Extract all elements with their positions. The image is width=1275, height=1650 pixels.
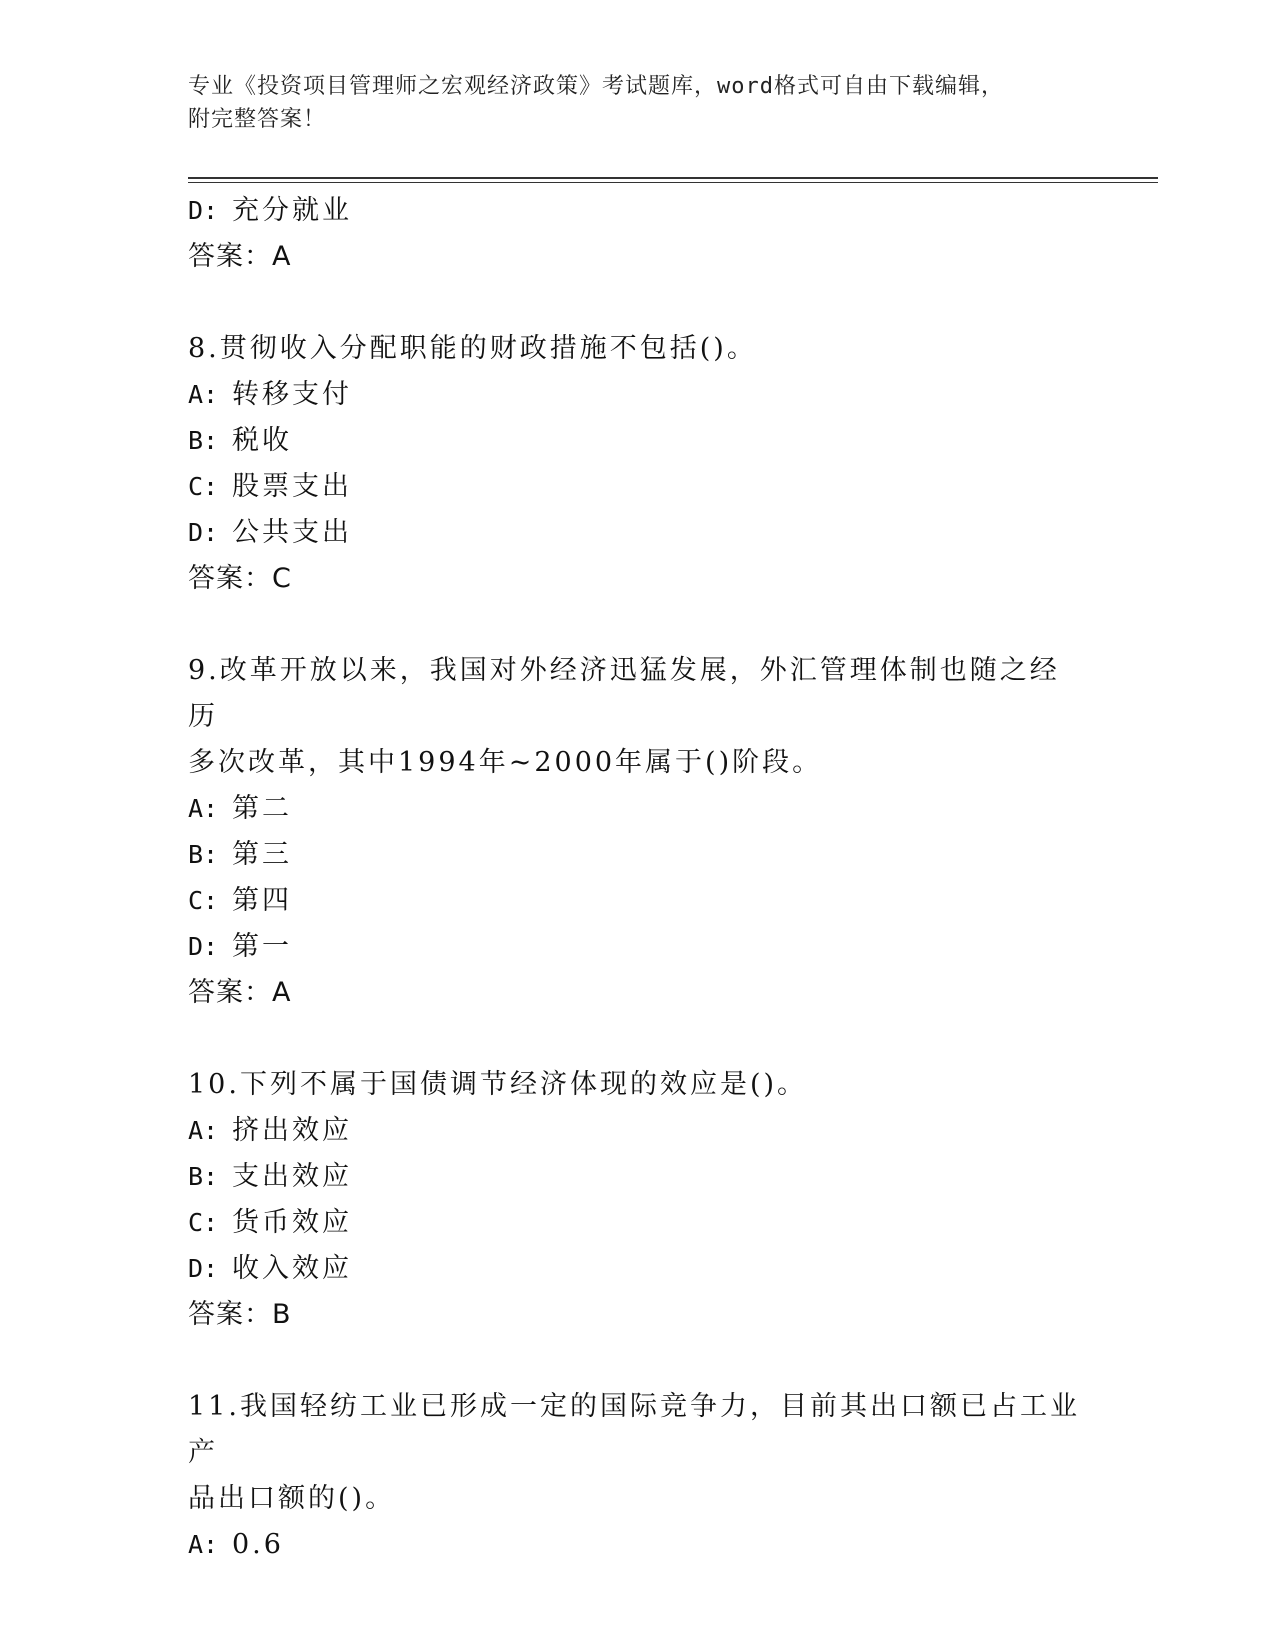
option-text: 挤出效应: [232, 1115, 352, 1146]
option-a: [188, 1522, 1088, 1568]
answer-line: 答案：A: [188, 241, 292, 272]
option-letter: D:: [188, 518, 219, 547]
option-text: 0.6: [232, 1529, 284, 1560]
option-text: 股票支出: [232, 471, 352, 502]
header-divider-thick: [188, 177, 1158, 179]
option-d: [188, 510, 1088, 556]
question-text-line-2: 品出口额的()。: [188, 1483, 396, 1514]
option-b: [188, 1154, 1088, 1200]
option-letter: D:: [188, 932, 219, 961]
answer-line: 答案：A: [188, 977, 292, 1008]
question-text-line-1: 11.我国轻纺工业已形成一定的国际竞争力，目前其出口额已占工业产: [188, 1391, 1080, 1468]
option-d: [188, 188, 1088, 234]
option-a: [188, 786, 1088, 832]
option-letter: A:: [188, 1116, 219, 1145]
answer-line: 答案：B: [188, 1299, 292, 1330]
question-8: [188, 326, 1088, 602]
option-text: 收入效应: [232, 1253, 352, 1284]
option-text: 税收: [232, 425, 292, 456]
header-line-2: 附完整答案！: [188, 107, 327, 132]
option-b: [188, 418, 1088, 464]
question-10: [188, 1062, 1088, 1338]
question-text-line-1: 9.改革开放以来，我国对外经济迅猛发展，外汇管理体制也随之经历: [188, 655, 1060, 732]
option-letter: C:: [188, 1208, 219, 1237]
option-c: [188, 1200, 1088, 1246]
option-text: 货币效应: [232, 1207, 352, 1238]
option-letter: C:: [188, 886, 219, 915]
option-a: [188, 372, 1088, 418]
option-c: [188, 464, 1088, 510]
answer-line: 答案：C: [188, 563, 292, 594]
question-11: [188, 1384, 1088, 1568]
option-letter: C:: [188, 472, 219, 501]
document-header: [188, 70, 1068, 136]
option-text: 第二: [232, 793, 292, 824]
option-letter: B:: [188, 840, 219, 869]
option-letter: A:: [188, 380, 219, 409]
option-text: 充分就业: [232, 195, 352, 226]
option-text: 转移支付: [232, 379, 352, 410]
option-text: 第四: [232, 885, 292, 916]
option-text: 第三: [232, 839, 292, 870]
option-a: [188, 1108, 1088, 1154]
option-d: [188, 924, 1088, 970]
option-letter: A:: [188, 1530, 219, 1559]
option-text: 公共支出: [232, 517, 352, 548]
option-text: 第一: [232, 931, 292, 962]
question-text-line-2: 多次改革，其中1994年~2000年属于()阶段。: [188, 747, 823, 778]
option-d: [188, 1246, 1088, 1292]
option-letter: B:: [188, 1162, 219, 1191]
question-text: 10.下列不属于国债调节经济体现的效应是()。: [188, 1069, 808, 1100]
option-text: 支出效应: [232, 1161, 352, 1192]
option-c: [188, 878, 1088, 924]
option-letter: B:: [188, 426, 219, 455]
option-letter: A:: [188, 794, 219, 823]
document-content: [188, 188, 1088, 1568]
question-text: 8.贯彻收入分配职能的财政措施不包括()。: [188, 333, 757, 364]
header-divider-thin: [188, 182, 1158, 183]
option-b: [188, 832, 1088, 878]
question-9: [188, 648, 1088, 1016]
option-letter: D:: [188, 1254, 219, 1283]
option-letter: D:: [188, 196, 219, 225]
header-line-1: 专业《投资项目管理师之宏观经济政策》考试题库，word格式可自由下载编辑，: [188, 74, 1004, 99]
